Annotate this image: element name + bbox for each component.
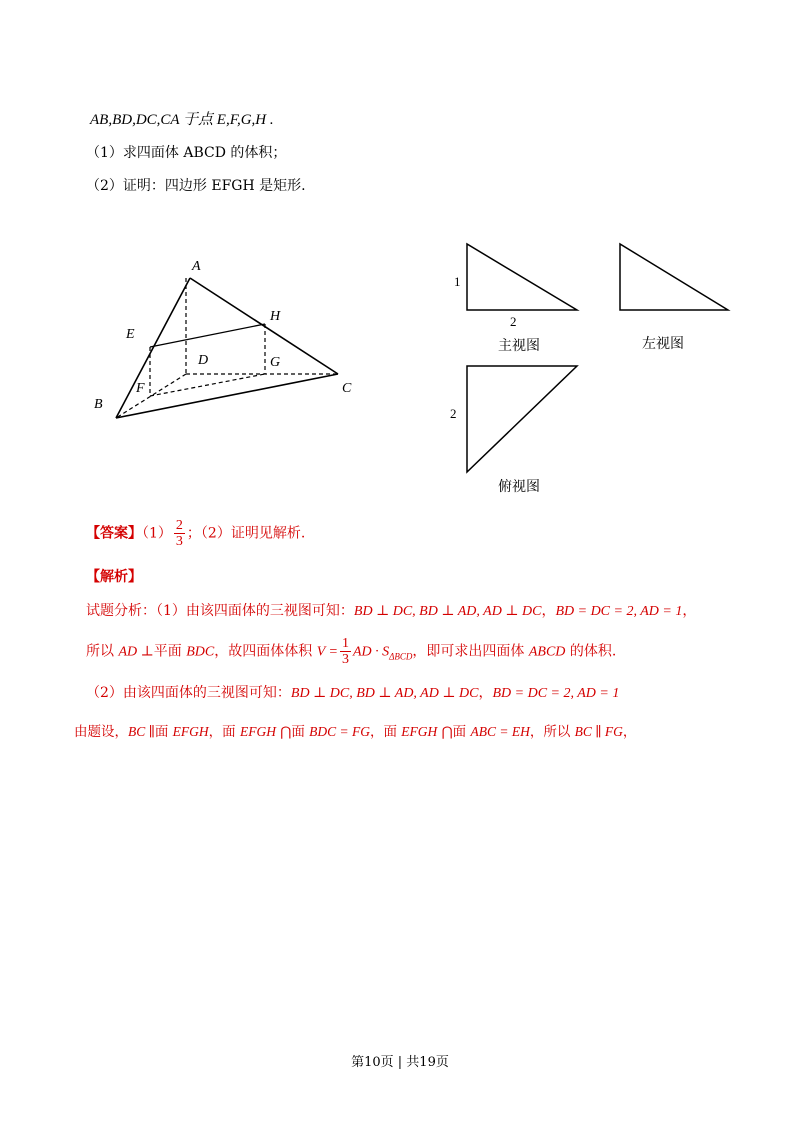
analysis-l2-math1: AD ⊥ [118,644,154,660]
label-F: F [136,381,145,396]
analysis-l4-text4: 面 [291,724,305,740]
analysis-l4-text5: ，面 [370,724,397,740]
label-H: H [270,309,281,324]
analysis-l2-fraction [340,636,351,667]
analysis-l2-text3: ，即可求出四面体 [412,643,525,660]
analysis-l2-math3: V = [316,644,338,660]
top-view [440,360,590,500]
analysis-l3-comma: ， [478,685,493,701]
answer-fraction-numerator: 2 [175,518,183,533]
analysis-l4-math4: BDC = FG [309,724,370,739]
front-view-width-label: 2 [510,314,517,329]
edge-BC [116,374,338,418]
analysis-l4-end: ， [622,724,637,740]
analysis-l2-math2: BDC [186,644,215,660]
analysis-l4-math3: EFGH [239,724,276,739]
answer-part2: ；（2）证明见解析. [186,525,306,542]
analysis-l3-math2: BD = DC = 2, AD = 1 [492,686,620,701]
answer-part1-prefix: （1） [142,525,172,542]
analysis-l4-math5: EFGH [401,724,438,739]
analysis-line-3 [86,682,619,702]
analysis-l4-math2: EFGH [172,724,209,739]
analysis-l4-math6: ABC = EH [470,724,530,739]
analysis-l4-math7: BC ∥ FG [574,724,623,739]
analysis-l2-math4: AD · S [352,644,390,660]
analysis-l1-end: ， [682,603,697,619]
analysis-l1-comma: ， [541,603,556,619]
analysis-l3-math: BD ⊥ DC, BD ⊥ AD, AD ⊥ DC [290,686,479,701]
question-1: （1）求四面体 ABCD 的体积； [86,145,287,161]
analysis-line-1 [86,600,696,620]
tetrahedron-figure [80,240,380,440]
analysis-l2-text1: 平面 [153,643,182,660]
label-G: G [270,355,281,370]
edge-AC [190,278,338,374]
analysis-l2-fraction-denominator: 3 [341,652,349,667]
analysis-l2-text4: 的体积. [569,643,617,660]
answer-tag: 【答案】 [86,525,142,542]
label-E: E [126,327,135,342]
side-view [600,236,740,360]
analysis-l4-text3: ，面 [208,724,236,740]
front-view-height-label: 1 [454,274,461,289]
analysis-l4-text2: 面 [154,724,169,740]
analysis-l1-math2: BD = DC = 2, AD = 1 [555,604,683,619]
analysis-l4-cap1: ⋂ [280,724,292,740]
analysis-l4-text1: 由题设， [74,724,128,740]
analysis-l2-prefix: 所以 [86,643,114,660]
front-view [440,236,590,360]
analysis-l2-fraction-numerator: 1 [341,636,349,651]
analysis-l2-text2: ，故四面体体积 [214,643,313,660]
analysis-l4-math1: BC ∥ [128,724,155,739]
analysis-line-2 [86,636,616,667]
front-view-triangle [467,244,577,310]
label-B: B [94,397,103,412]
segment-EH [150,324,265,347]
answer-line [86,518,305,549]
analysis-l2-math5: ABCD [528,644,566,660]
top-view-triangle [467,366,577,472]
intro-line: AB,BD,DC,CA 于点 E,F,G,H . [90,112,274,128]
front-view-caption: 主视图 [498,339,540,354]
analysis-l4-text6: 面 [452,724,467,740]
side-view-triangle [620,244,728,310]
side-view-caption: 左视图 [642,337,684,352]
top-view-caption: 俯视图 [498,480,540,495]
question-2: （2）证明：四边形 EFGH 是矩形. [86,178,306,194]
analysis-l1-text: 试题分析：（1）由该四面体的三视图可知： [86,603,354,619]
analysis-l4-text7: ，所以 [529,724,571,740]
analysis-l4-cap2: ⋂ [441,724,453,740]
label-D: D [198,353,209,368]
label-C: C [342,381,352,396]
analysis-l2-subscript: ΔBCD [389,651,413,662]
answer-fraction-denominator: 3 [175,534,183,549]
analysis-line-4 [74,720,636,740]
top-view-side-label: 2 [450,406,457,421]
edge-AB [116,278,190,418]
label-A: A [192,259,201,274]
analysis-l1-math: BD ⊥ DC, BD ⊥ AD, AD ⊥ DC [353,604,542,619]
analysis-l3-text: （2）由该四面体的三视图可知： [86,685,291,701]
analysis-tag: 【解析】 [86,569,142,585]
answer-fraction [174,518,185,549]
page-footer: 第10页 | 共19页 [351,1055,449,1070]
